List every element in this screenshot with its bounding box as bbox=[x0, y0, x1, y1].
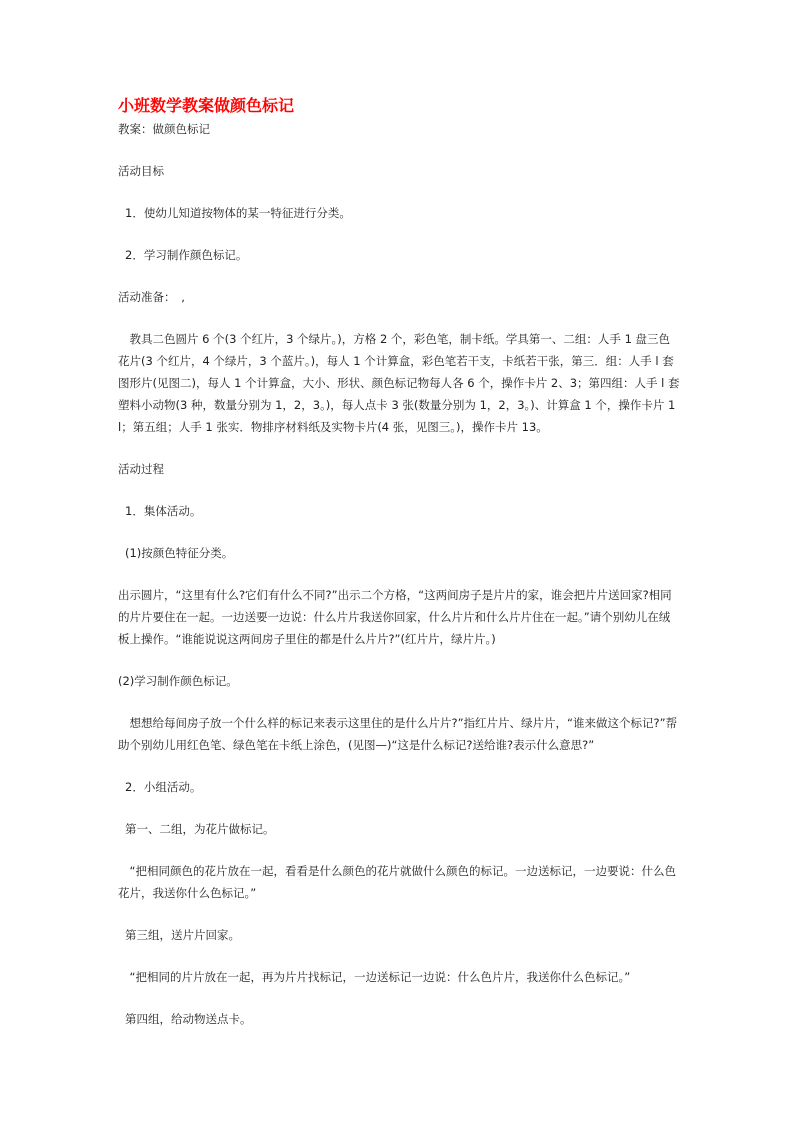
step-1: 1．集体活动。 bbox=[125, 504, 202, 518]
document-body bbox=[118, 94, 680, 1050]
prep-body-text: 教具二色圆片 6 个(3 个红片，3 个绿片。)，方格 2 个，彩色笔，制卡纸。学具第一、二组：人手 1 盘三色花片(3 个红片，4 个绿片，3 个蓝片。)，每人 1 个计算盒，彩色笔若干支，卡纸若干张，第三．组：人手 l 套图形片(见图二)，每人 1 个计算盒，大小、形状、颜色标记物每人各 6 个，操作卡片 2、3；第四组：人手 l 套塑料小动物(3 种，数量分别为 1，2，3。)，每人点卡 3 张(数量分别为 1，2，3。)、计算盒 1 个，操作卡片 1l；第五组；人手 1 张实．物排序材料纸及实物卡片(4 张，见图三。)，操作卡片 13。 bbox=[118, 332, 680, 434]
group-3-body bbox=[118, 966, 680, 988]
group-3-body-text: “把相同的片片放在一起，再为片片找标记，一边送标记一边说：什么色片片，我送你什么色标记。” bbox=[129, 970, 631, 984]
group-1-2: 第一、二组，为花片做标记。 bbox=[125, 822, 275, 836]
process-heading: 活动过程 bbox=[118, 462, 164, 476]
prep-heading: 活动准备： , bbox=[118, 290, 185, 304]
step-2: 2．小组活动。 bbox=[125, 780, 202, 794]
group-4: 第四组，给动物送点卡。 bbox=[125, 1012, 252, 1026]
group-1-2-body bbox=[118, 860, 680, 904]
prep-body bbox=[118, 328, 680, 438]
step-1-1: (1)按颜色特征分类。 bbox=[125, 546, 234, 560]
goals-heading: 活动目标 bbox=[118, 164, 164, 178]
lesson-subtitle: 教案：做颜色标记 bbox=[118, 122, 210, 136]
group-3: 第三组，送片片回家。 bbox=[125, 928, 240, 942]
goal-item-1: 1．使幼儿知道按物体的某一特征进行分类。 bbox=[125, 206, 351, 220]
goal-item-2: 2．学习制作颜色标记。 bbox=[125, 248, 248, 262]
page-title: 小班数学教案做颜色标记 bbox=[118, 96, 295, 115]
step-1-2: (2)学习制作颜色标记。 bbox=[118, 674, 238, 688]
group-1-2-body-text: “把相同颜色的花片放在一起，看看是什么颜色的花片就做什么颜色的标记。一边送标记，一边要说：什么色花片，我送你什么色标记。” bbox=[118, 864, 676, 900]
step-1-2-body-text: 想想给每间房子放一个什么样的标记来表示这里住的是什么片片?”指红片片、绿片片，“谁来做这个标记?”帮助个别幼儿用红色笔、绿色笔在卡纸上涂色，(见图—)“这是什么标记?送给谁?表示什么意思?” bbox=[118, 716, 678, 752]
step-1-2-body bbox=[118, 712, 680, 756]
step-1-1-body: 出示圆片，“这里有什么?它们有什么不同?”出示二个方格，“这两间房子是片片的家，谁会把片片送回家?相同的片片要住在一起。一边送要一边说：什么片片我送你回家，什么片片和什么片片住在一起。”请个别幼儿在绒板上操作。“谁能说说这两间房子里住的都是什么片片?”(红片片，绿片片。) bbox=[118, 588, 672, 646]
